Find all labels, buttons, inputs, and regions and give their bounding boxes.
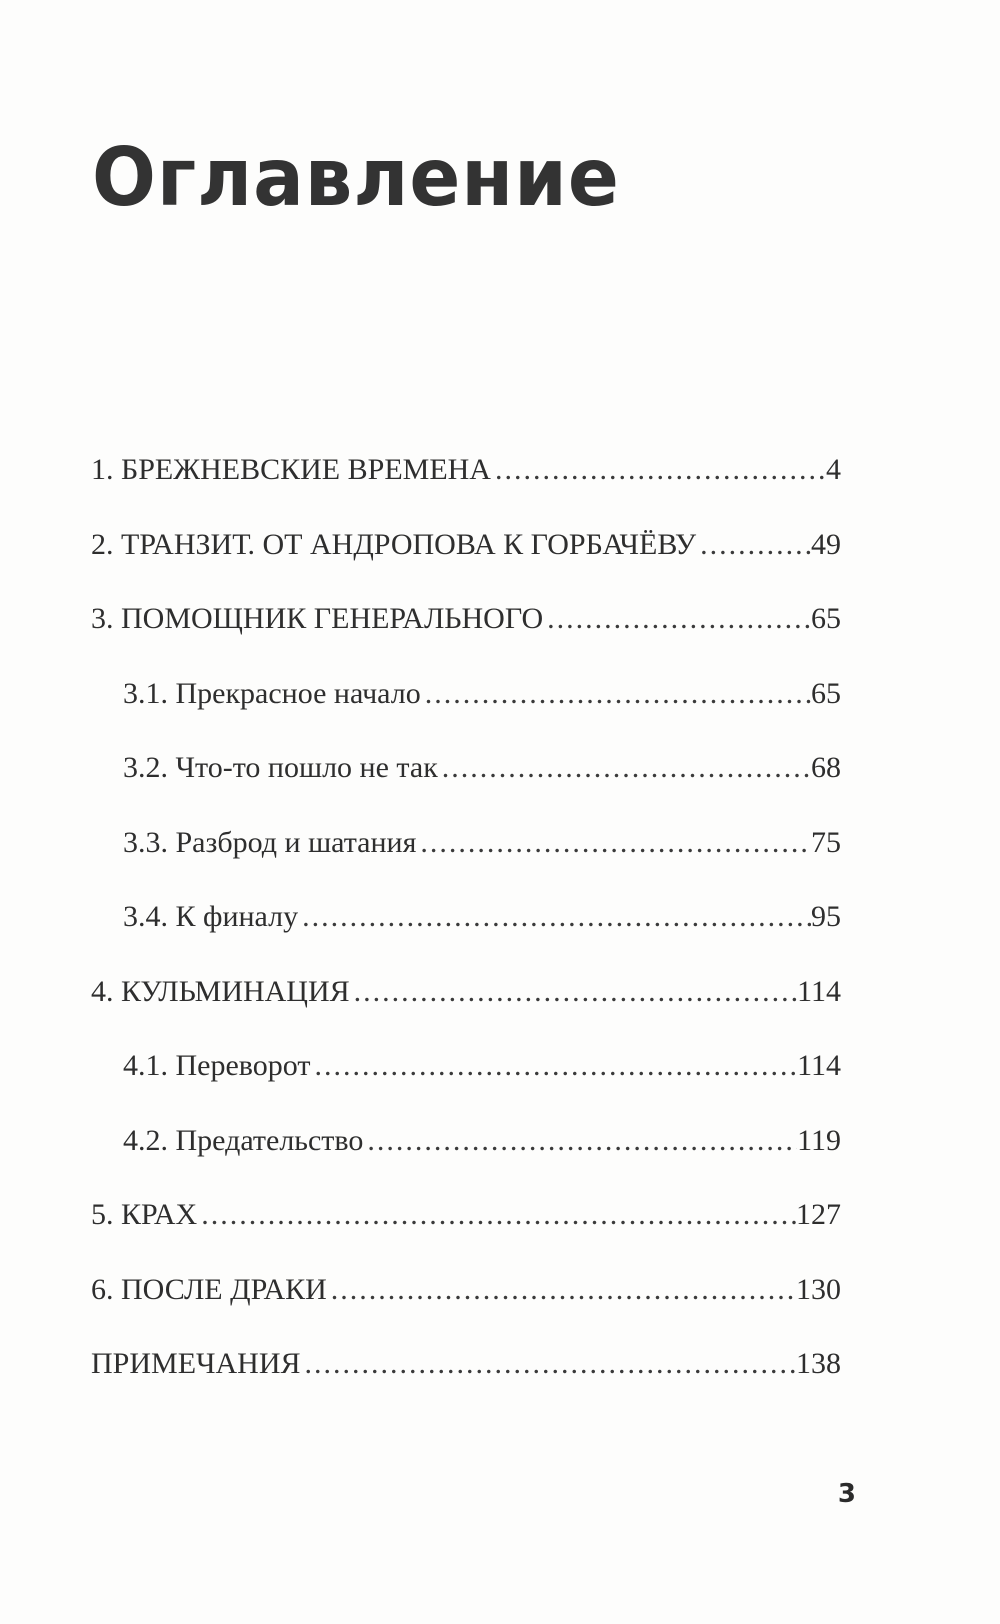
toc-entry-chapter-2[interactable] <box>91 523 841 567</box>
toc-entry-chapter-5[interactable] <box>91 1193 841 1237</box>
toc-entry-page: 4 <box>826 453 841 486</box>
dot-leader <box>197 1193 796 1237</box>
toc-entry-page: 68 <box>811 751 841 784</box>
toc-entry-notes[interactable] <box>91 1342 841 1386</box>
toc-entry-page: 127 <box>796 1198 841 1231</box>
toc-entry-page: 114 <box>797 1049 841 1082</box>
dot-leader <box>298 895 811 939</box>
toc-entry-page: 75 <box>811 826 841 859</box>
toc-entry-page: 114 <box>797 975 841 1008</box>
toc-entry-page: 65 <box>811 677 841 710</box>
toc-entry-title: 1. БРЕЖНЕВСКИЕ ВРЕМЕНА <box>91 453 491 486</box>
toc-entry-section-3-1[interactable] <box>123 672 841 716</box>
toc-entry-title: 2. ТРАНЗИТ. ОТ АНДРОПОВА К ГОРБАЧЁВУ <box>91 528 697 561</box>
dot-leader <box>421 672 811 716</box>
dot-leader <box>543 597 811 641</box>
toc-entry-section-3-4[interactable] <box>123 895 841 939</box>
toc-entry-chapter-3[interactable] <box>91 597 841 641</box>
toc-entry-section-3-2[interactable] <box>123 746 841 790</box>
toc-entry-page: 119 <box>797 1124 841 1157</box>
toc-entry-title: 6. ПОСЛЕ ДРАКИ <box>91 1273 327 1306</box>
page-title: Оглавление <box>92 131 620 224</box>
dot-leader <box>416 821 811 865</box>
toc-entry-chapter-1[interactable] <box>91 448 841 492</box>
dot-leader <box>696 523 811 567</box>
toc-entry-title: ПРИМЕЧАНИЯ <box>91 1347 301 1380</box>
toc-entry-chapter-4[interactable] <box>91 970 841 1014</box>
toc-entry-title: 3. ПОМОЩНИК ГЕНЕРАЛЬНОГО <box>91 602 544 635</box>
toc-entry-section-4-2[interactable] <box>123 1119 841 1163</box>
toc-entry-page: 49 <box>811 528 841 561</box>
toc-entry-chapter-6[interactable] <box>91 1268 841 1312</box>
toc-entry-title: 3.1. Прекрасное начало <box>123 677 421 710</box>
dot-leader <box>491 448 826 492</box>
toc-entry-page: 65 <box>811 602 841 635</box>
toc-entry-title: 4.1. Переворот <box>123 1049 311 1082</box>
toc-entry-section-4-1[interactable] <box>123 1044 841 1088</box>
page-number: 3 <box>837 1479 856 1509</box>
toc-entry-page: 130 <box>796 1273 841 1306</box>
dot-leader <box>438 746 811 790</box>
toc-entry-page: 95 <box>811 900 841 933</box>
toc-entry-page: 138 <box>796 1347 841 1380</box>
dot-leader <box>301 1342 796 1386</box>
toc-entry-title: 4.2. Предательство <box>123 1124 364 1157</box>
toc-entry-title: 3.4. К финалу <box>123 900 299 933</box>
dot-leader <box>327 1268 796 1312</box>
toc-entry-title: 3.2. Что-то пошло не так <box>123 751 438 784</box>
toc-entry-section-3-3[interactable] <box>123 821 841 865</box>
dot-leader <box>363 1119 797 1163</box>
toc-entry-title: 5. КРАХ <box>91 1198 198 1231</box>
toc-entry-title: 4. КУЛЬМИНАЦИЯ <box>91 975 350 1008</box>
dot-leader <box>310 1044 797 1088</box>
toc-entry-title: 3.3. Разброд и шатания <box>123 826 417 859</box>
dot-leader <box>350 970 797 1014</box>
